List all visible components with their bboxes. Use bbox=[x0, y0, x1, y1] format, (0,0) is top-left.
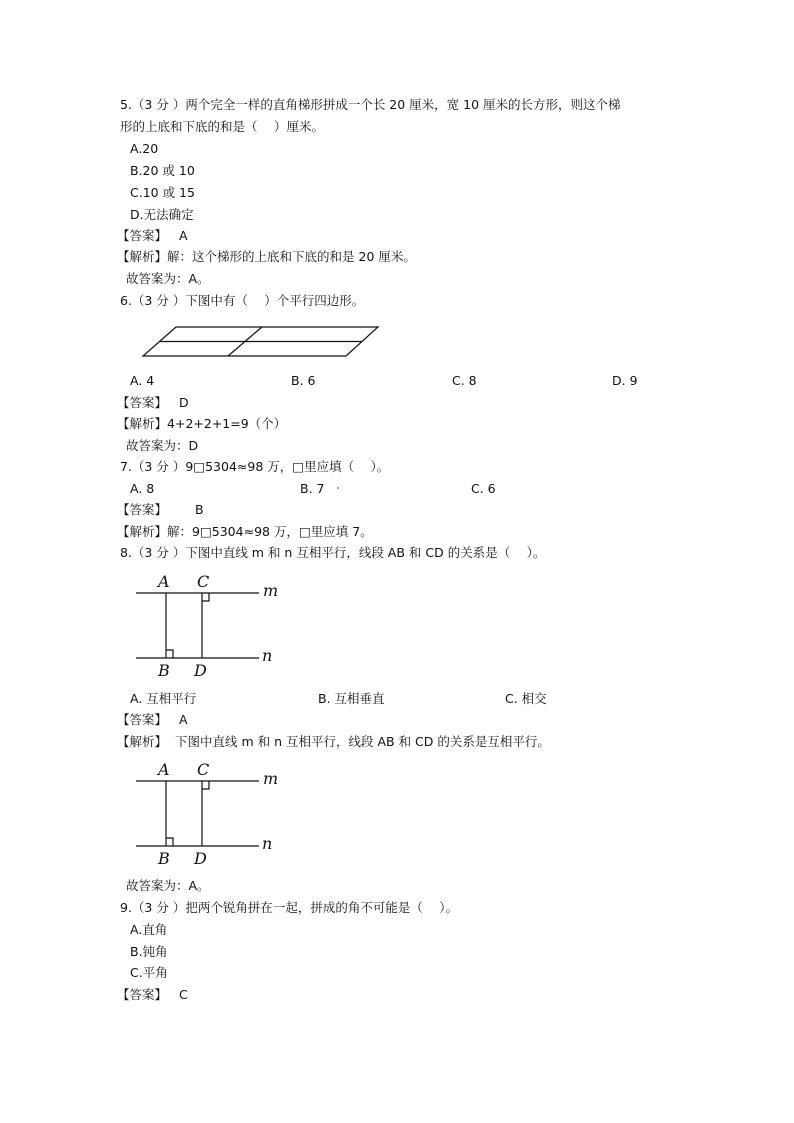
q8-option-a: A. 互相平行 bbox=[130, 691, 197, 706]
q8-analysis-label-n: n bbox=[262, 834, 273, 853]
q7-option-a: A. 8 bbox=[130, 481, 155, 496]
q7-answer-label: 【答案】 bbox=[117, 502, 168, 517]
q6-conclusion: 故答案为：D bbox=[126, 438, 199, 453]
q8-option-c: C. 相交 bbox=[505, 691, 547, 706]
q7-analysis-label: 【解析】 bbox=[117, 524, 168, 539]
q5-analysis: 解：这个梯形的上底和下底的和是 20 厘米。 bbox=[167, 249, 416, 264]
q5-analysis-label: 【解析】 bbox=[117, 249, 168, 264]
q9-answer-line bbox=[117, 987, 188, 1003]
q9-option-b: B.钝角 bbox=[130, 944, 168, 959]
q8-option-b: B. 互相垂直 bbox=[318, 691, 385, 706]
q5-option-b: B.20 或 10 bbox=[130, 163, 195, 178]
q8-label-n: n bbox=[262, 646, 273, 665]
q8-analysis-label-d: D bbox=[194, 849, 207, 868]
q8-analysis-label: 【解析】 bbox=[117, 734, 168, 749]
q8-label-a: A bbox=[158, 572, 170, 591]
q8-analysis-label-a: A bbox=[158, 760, 170, 779]
q9-option-c: C.平角 bbox=[130, 965, 168, 980]
q8-label-b: B bbox=[158, 661, 170, 680]
q8-answer-label: 【答案】 bbox=[117, 712, 168, 727]
q5-option-a: A.20 bbox=[130, 141, 159, 156]
q7-analysis: 解：9□5304≈98 万，□里应填 7。 bbox=[167, 524, 373, 539]
q8-label-d: D bbox=[194, 661, 207, 680]
q6-answer-label: 【答案】 bbox=[117, 395, 168, 410]
q8-analysis-label-b: B bbox=[158, 849, 170, 868]
q5-stem-line1: 5.（3 分 ）两个完全一样的直角梯形拼成一个长 20 厘米，宽 10 厘米的长方形，则这个梯 bbox=[120, 97, 621, 112]
q8-stem: 8.（3 分 ）下图中直线 m 和 n 互相平行，线段 AB 和 CD 的关系是（ ）。 bbox=[120, 545, 546, 560]
q6-option-a: A. 4 bbox=[130, 373, 155, 388]
q5-answer: A bbox=[179, 228, 188, 243]
q6-option-b: B. 6 bbox=[291, 373, 316, 388]
q5-answer-label: 【答案】 bbox=[117, 228, 168, 243]
q8-analysis: 下图中直线 m 和 n 互相平行，线段 AB 和 CD 的关系是互相平行。 bbox=[175, 734, 550, 749]
q7-option-b: B. 7 bbox=[300, 481, 325, 496]
q9-answer-label: 【答案】 bbox=[117, 987, 168, 1002]
q7-option-c: C. 6 bbox=[471, 481, 496, 496]
q8-label-c: C bbox=[197, 572, 210, 591]
q5-conclusion: 故答案为：A。 bbox=[126, 271, 210, 286]
q6-analysis: 4+2+2+1=9（个） bbox=[167, 416, 287, 431]
q8-conclusion: 故答案为：A。 bbox=[126, 878, 210, 893]
q9-answer: C bbox=[179, 987, 188, 1002]
q6-stem: 6.（3 分 ）下图中有（ ）个平行四边形。 bbox=[120, 293, 365, 308]
q8-analysis-label-c: C bbox=[197, 760, 210, 779]
q6-option-d: D. 9 bbox=[612, 373, 638, 388]
q5-option-c: C.10 或 15 bbox=[130, 185, 195, 200]
q6-analysis-label: 【解析】 bbox=[117, 416, 168, 431]
q8-answer: A bbox=[179, 712, 188, 727]
q5-stem-line2: 形的上底和下底的和是（ ）厘米。 bbox=[120, 119, 324, 134]
q8-analysis-label-m: m bbox=[263, 769, 279, 788]
q8-label-m: m bbox=[263, 581, 279, 600]
q9-option-a: A.直角 bbox=[130, 922, 168, 937]
q6-option-c: C. 8 bbox=[452, 373, 477, 388]
q5-option-d: D.无法确定 bbox=[130, 207, 194, 222]
q7-answer: B bbox=[195, 502, 204, 517]
q6-answer: D bbox=[179, 395, 189, 410]
q9-stem: 9.（3 分 ）把两个锐角拼在一起，拼成的角不可能是（ ）。 bbox=[120, 900, 459, 915]
q7-stem: 7.（3 分 ）9□5304≈98 万，□里应填（ ）。 bbox=[120, 459, 390, 474]
